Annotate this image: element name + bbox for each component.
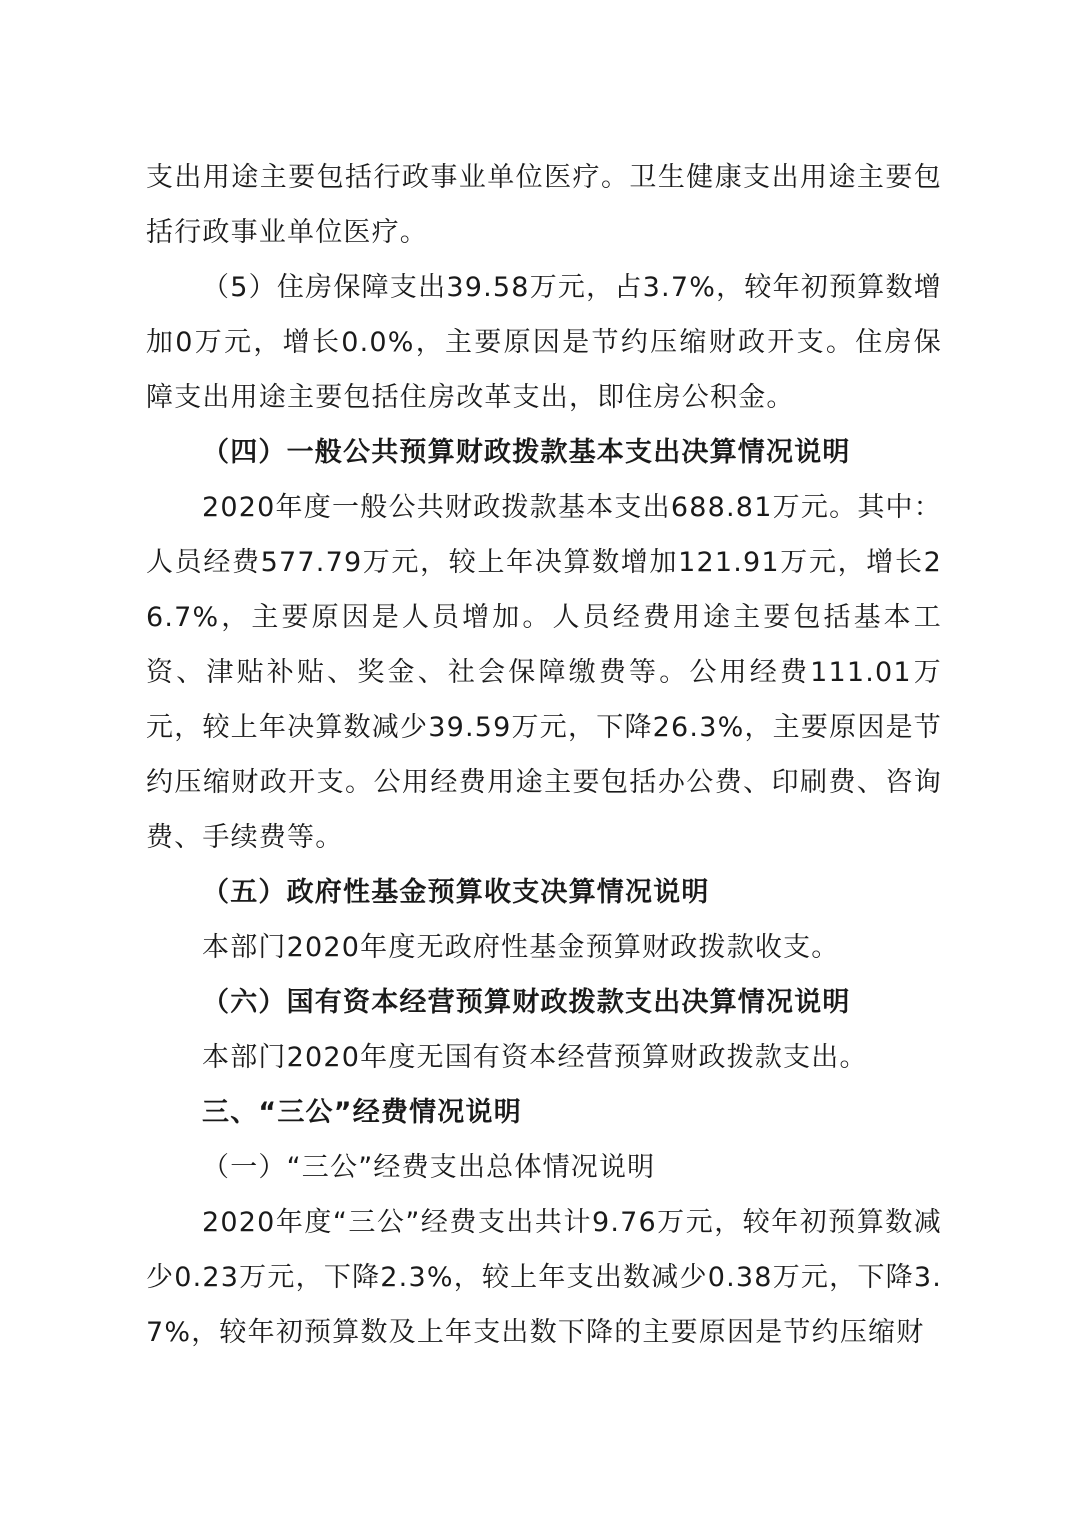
- document-body: [146, 150, 942, 1360]
- section-heading-three-public: 三、“三公”经费情况说明: [202, 1097, 522, 1128]
- section-heading-government-fund: （五）政府性基金预算收支决算情况说明: [202, 877, 710, 908]
- section-heading-basic-expenditure: （四）一般公共预算财政拨款基本支出决算情况说明: [202, 437, 851, 468]
- paragraph-basic-expenditure: 2020年度一般公共财政拨款基本支出688.81万元。其中：人员经费577.79万元，较上年决算数增加121.91万元，增长26.7%，主要原因是人员增加。人员经费用途主要包括基本工资、津贴补贴、奖金、社会保障缴费等。公用经费111.01万元，较上年决算数减少39.59万元，下降26.3%，主要原因是节约压缩财政开支。公用经费用途主要包括办公费、印刷费、咨询费、手续费等。: [146, 492, 942, 853]
- paragraph-housing-expenditure: （5）住房保障支出39.58万元，占3.7%，较年初预算数增加0万元，增长0.0%，主要原因是节约压缩财政开支。住房保障支出用途主要包括住房改革支出，即住房公积金。: [146, 272, 942, 413]
- section-heading-state-capital: （六）国有资本经营预算财政拨款支出决算情况说明: [202, 987, 851, 1018]
- subheading-three-public-overall: （一）“三公”经费支出总体情况说明: [202, 1152, 656, 1183]
- paragraph-three-public-overall: 2020年度“三公”经费支出共计9.76万元，较年初预算数减少0.23万元，下降2.3%，较上年支出数减少0.38万元，下降3.7%，较年初预算数及上年支出数下降的主要原因是节约压缩财: [146, 1207, 942, 1348]
- paragraph-medical-continued: 支出用途主要包括行政事业单位医疗。卫生健康支出用途主要包括行政事业单位医疗。: [146, 162, 942, 248]
- paragraph-government-fund: 本部门2020年度无政府性基金预算财政拨款收支。: [202, 932, 840, 963]
- paragraph-state-capital: 本部门2020年度无国有资本经营预算财政拨款支出。: [202, 1042, 868, 1073]
